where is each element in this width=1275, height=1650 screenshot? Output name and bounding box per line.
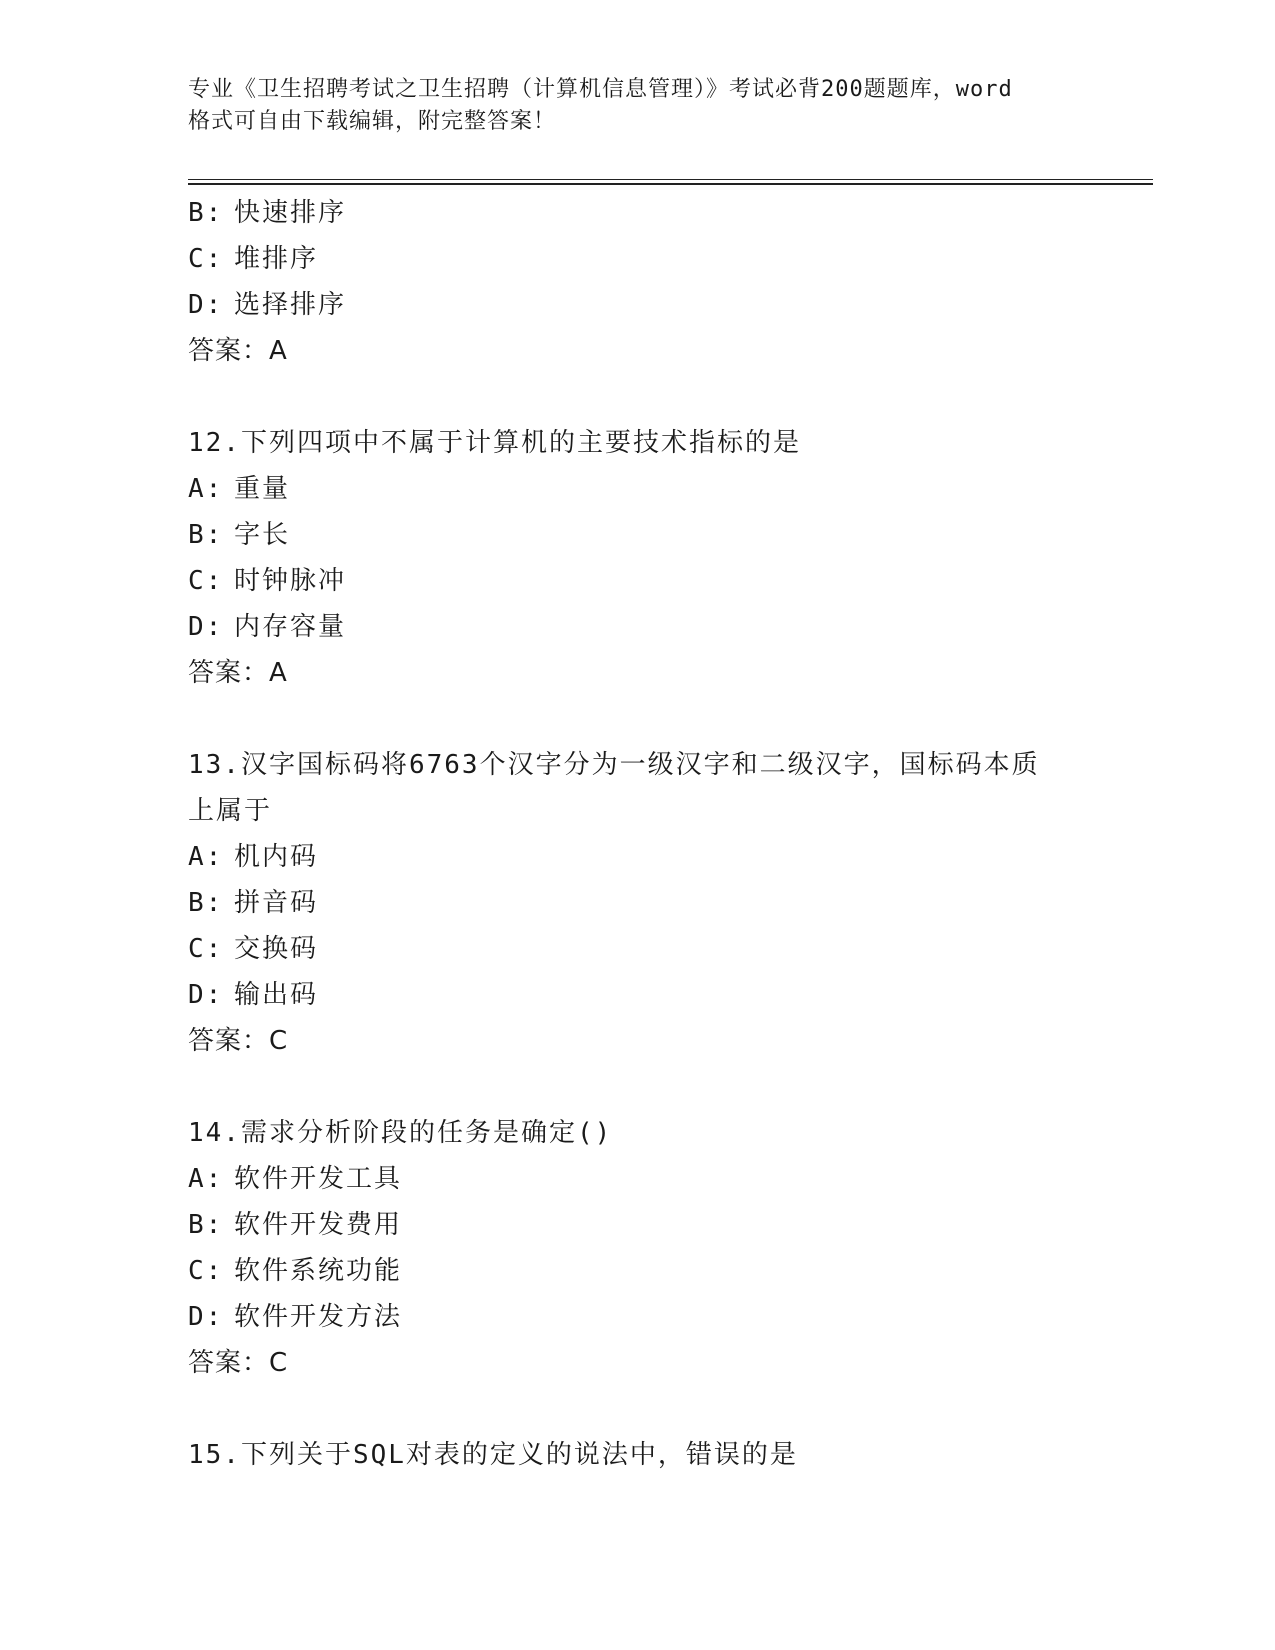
option-text: 选择排序	[234, 290, 347, 320]
option-key: D:	[188, 612, 224, 642]
option-b	[188, 190, 1153, 236]
option-key: C:	[188, 244, 224, 274]
question-title-line-2: 上属于	[188, 796, 273, 826]
option-text: 输出码	[234, 980, 319, 1010]
spacer	[188, 374, 1153, 420]
question-fragment	[188, 190, 1153, 374]
spacer	[188, 1064, 1153, 1110]
option-text: 软件开发工具	[234, 1164, 403, 1194]
option-text: 软件开发方法	[234, 1302, 403, 1332]
option-a	[188, 1156, 1153, 1202]
question-12	[188, 420, 1153, 696]
document-header	[188, 74, 1088, 138]
option-c	[188, 558, 1153, 604]
option-d	[188, 972, 1153, 1018]
option-d	[188, 282, 1153, 328]
option-key: A:	[188, 842, 224, 872]
option-d	[188, 604, 1153, 650]
option-key: D:	[188, 980, 224, 1010]
question-15	[188, 1432, 1153, 1478]
option-key: D:	[188, 1302, 224, 1332]
option-text: 软件开发费用	[234, 1210, 403, 1240]
question-title: 12.下列四项中不属于计算机的主要技术指标的是	[188, 428, 801, 458]
option-text: 内存容量	[234, 612, 347, 642]
option-key: D:	[188, 290, 224, 320]
option-text: 时钟脉冲	[234, 566, 347, 596]
option-key: A:	[188, 474, 224, 504]
question-title-line-1: 13.汉字国标码将6763个汉字分为一级汉字和二级汉字，国标码本质	[188, 750, 1040, 780]
question-title: 14.需求分析阶段的任务是确定()	[188, 1118, 613, 1148]
header-line-1: 专业《卫生招聘考试之卫生招聘（计算机信息管理）》考试必背200题题库，word	[188, 77, 1013, 102]
option-b	[188, 512, 1153, 558]
option-text: 重量	[234, 474, 291, 504]
option-text: 机内码	[234, 842, 319, 872]
option-b	[188, 880, 1153, 926]
question-14	[188, 1110, 1153, 1386]
header-line-2: 格式可自由下载编辑，附完整答案！	[188, 109, 557, 134]
option-text: 交换码	[234, 934, 319, 964]
answer-line: 答案：A	[188, 658, 288, 688]
option-c	[188, 236, 1153, 282]
answer-line: 答案：C	[188, 1026, 289, 1056]
option-key: B:	[188, 1210, 224, 1240]
option-text: 快速排序	[234, 198, 347, 228]
option-key: C:	[188, 934, 224, 964]
option-text: 堆排序	[234, 244, 319, 274]
option-key: B:	[188, 520, 224, 550]
option-b	[188, 1202, 1153, 1248]
header-divider-thick	[188, 183, 1153, 185]
option-key: A:	[188, 1164, 224, 1194]
option-text: 拼音码	[234, 888, 319, 918]
option-text: 字长	[234, 520, 291, 550]
option-a	[188, 834, 1153, 880]
option-d	[188, 1294, 1153, 1340]
question-list	[188, 190, 1153, 1478]
answer-line: 答案：A	[188, 336, 288, 366]
spacer	[188, 1386, 1153, 1432]
option-c	[188, 1248, 1153, 1294]
header-divider-thin	[188, 179, 1153, 180]
question-13	[188, 742, 1153, 1064]
option-key: C:	[188, 566, 224, 596]
question-title: 15.下列关于SQL对表的定义的说法中，错误的是	[188, 1440, 798, 1470]
option-key: C:	[188, 1256, 224, 1286]
answer-line: 答案：C	[188, 1348, 289, 1378]
spacer	[188, 696, 1153, 742]
option-key: B:	[188, 198, 224, 228]
option-text: 软件系统功能	[234, 1256, 403, 1286]
option-c	[188, 926, 1153, 972]
option-key: B:	[188, 888, 224, 918]
option-a	[188, 466, 1153, 512]
